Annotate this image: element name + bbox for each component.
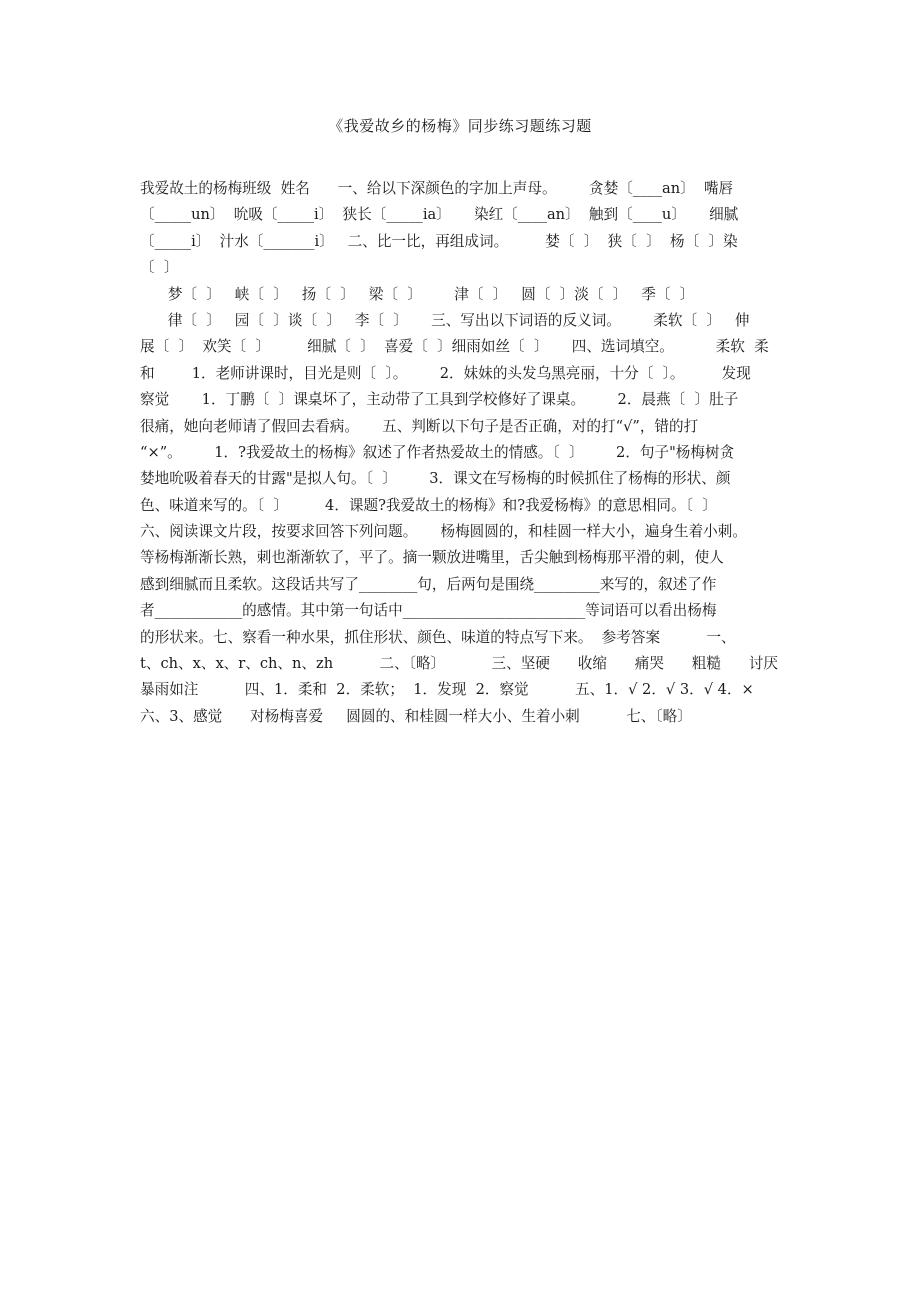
text-line-content: “×”。 1．?我爱故土的杨梅》叙述了作者热爱故土的情感。〔 〕 2．句子"杨梅树贪 [140,443,735,461]
text-line-content: 色、味道来写的。〔 〕 4．课题?我爱故土的杨梅》和?我爱杨梅》的意思相同。〔 〕 [140,496,717,514]
text-line-content: 展〔 〕 欢笑〔 〕 细腻〔 〕 喜爱〔 〕细雨如丝〔 〕 四、选词填空。 柔软 柔 [140,338,769,356]
text-line-content: 者____________的感情。其中第一句话中_________________________等词语可以看出杨梅 [140,602,717,620]
text-line [140,308,790,334]
text-line-content: 〔_____i〕 汁水〔_______i〕 二、比一比，再组成词。 婪〔 〕 狭〔 〕 杨〔 〕染 [140,232,738,250]
text-line [140,677,790,703]
text-line-content: 的形状来。七、察看一种水果，抓住形状、颜色、味道的特点写下来。 参考答案 一、 [140,628,736,646]
text-line-content: 感到细腻而且柔软。这段话共写了________句，后两句是围绕_________来写的，叙述了作 [140,575,717,593]
text-line [140,519,790,545]
text-line-content: 六、阅读课文片段，按要求回答下列问题。 杨梅圆圆的，和桂圆一样大小，遍身生着小刺。 [140,523,747,541]
text-line [140,651,790,677]
text-line-content: 和 1．老师讲课时，目光是则〔 〕。 2．妹妹的头发乌黑亮丽，十分〔 〕。 发现 [140,364,751,382]
text-line [140,598,790,624]
text-line [140,334,790,360]
text-line [140,625,790,651]
text-line [140,361,790,387]
text-line-content: 梦〔 〕 峡〔 〕 扬〔 〕 梁〔 〕 津〔 〕 圆〔 〕淡〔 〕 季〔 〕 [140,285,695,303]
text-line-content: 暴雨如注 四、1．柔和 2．柔软； 1．发现 2．察觉 五、1．√ 2．√ 3．√ 4．× [140,681,754,699]
text-line [140,202,790,228]
text-line-content: t、ch、x、x、r、ch、n、zh 二、〔略〕 三、坚硬 收缩 痛哭 粗糙 讨厌 [140,655,778,673]
text-line [140,572,790,598]
text-line-content: 察觉 1．丁鹏〔 〕课桌坏了，主动带了工具到学校修好了课桌。 2．晨燕〔 〕肚子 [140,391,739,409]
text-line-content: 六、3、感觉 对杨梅喜爱 圆圆的、和桂圆一样大小、生着小刺 七、〔略〕 [140,707,692,725]
document-title: 《我爱故乡的杨梅》同步练习题练习题 [328,117,592,135]
text-line-content: 〔 〕 [140,259,179,277]
text-line [140,545,790,571]
text-line [140,704,790,730]
text-line-content: 很痛，她向老师请了假回去看病。 五、判断以下句子是否正确，对的打“√”，错的打 [140,417,699,435]
text-line [140,387,790,413]
text-line [140,466,790,492]
document-body [140,176,790,730]
text-line-content: 〔_____un〕 吮吸〔_____i〕 狭长〔_____ia〕 染红〔____an〕 触到〔____u〕 细腻 [140,206,739,224]
text-line [140,282,790,308]
text-line-content: 婪地吮吸着春天的甘露"是拟人句。〔 〕 3．课文在写杨梅的时候抓住了杨梅的形状、颜 [140,470,731,488]
text-line [140,414,790,440]
text-line-content: 等杨梅渐渐长熟，刺也渐渐软了，平了。摘一颗放进嘴里，舌尖触到杨梅那平滑的刺，使人 [140,549,724,567]
text-line [140,493,790,519]
text-line-content: 我爱故土的杨梅班级 姓名 一、给以下深颜色的字加上声母。 贪婪〔____an〕 嘴唇 [140,180,734,197]
text-line [140,440,790,466]
text-line [140,229,790,255]
text-line-content: 律〔 〕 园〔 〕谈〔 〕 李〔 〕 三、写出以下词语的反义词。 柔软〔 〕 伸 [140,311,750,329]
text-line [140,176,790,202]
text-line [140,255,790,281]
